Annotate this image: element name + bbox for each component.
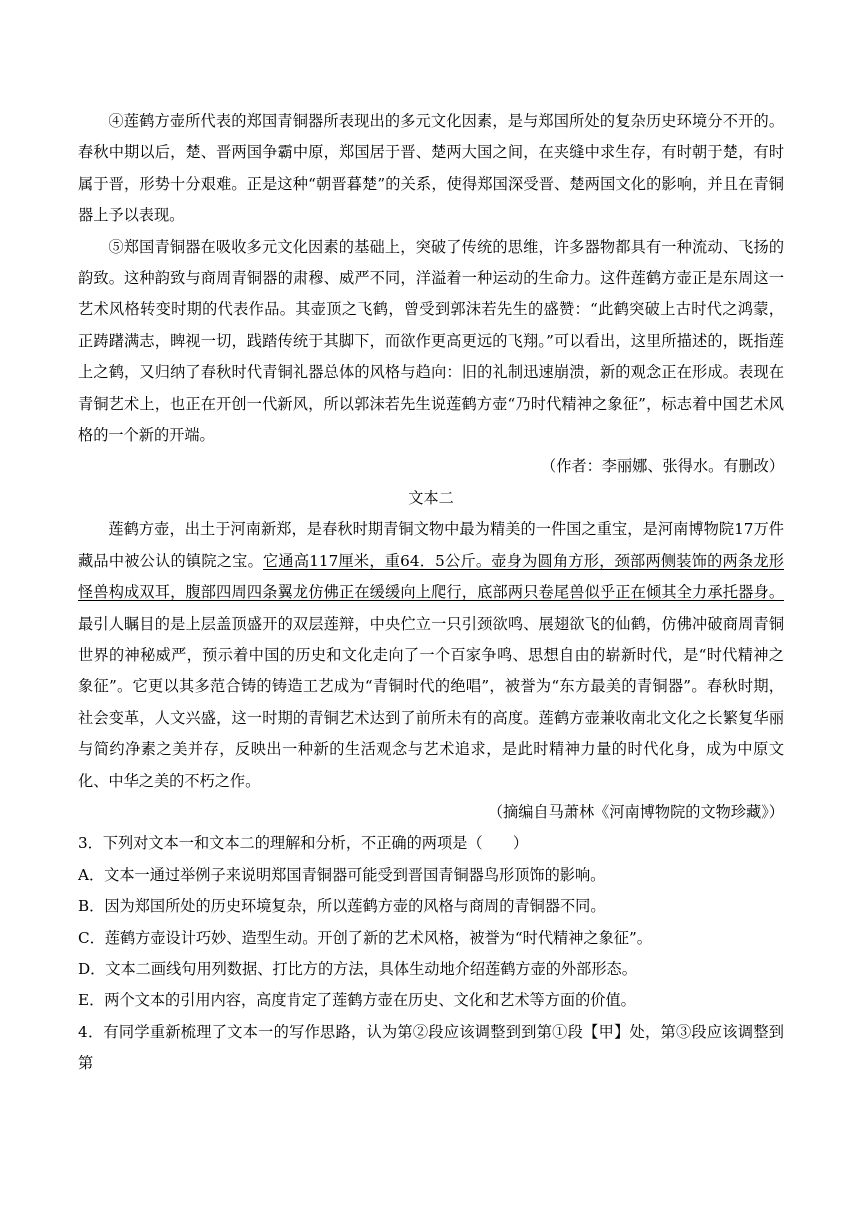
question-3-option-b: B．因为郑国所处的历史环境复杂，所以莲鹤方壶的风格与商周的青铜器不同。: [78, 897, 606, 916]
text1-credit: （作者：李丽娜、张得水。有删改）: [541, 457, 784, 476]
document-body: [78, 106, 784, 1080]
question-3-option-d: D．文本二画线句用列数据、打比方的方法，具体生动地介绍莲鹤方壶的外部形态。: [78, 959, 637, 978]
text2-paragraph: [78, 514, 784, 797]
text2-paragraph-intro: 莲鹤方壶，出土于河南新郑，是春秋时期青铜文物中最为精美的一件国之重宝，是河南博物院17万件藏品中被公认的镇院之宝。: [78, 520, 784, 570]
text2-credit: （摘编自马萧林《河南博物院的文物珍藏》）: [487, 802, 784, 821]
question-3-stem: 3．下列对文本一和文本二的理解和分析，不正确的两项是（ ）: [78, 834, 529, 853]
text2-title: 文本二: [408, 488, 454, 507]
question-3-option-c: C．莲鹤方壶设计巧妙、造型生动。开创了新的艺术风格，被誉为“时代精神之象征”。: [78, 928, 652, 947]
question-3-option-e: E．两个文本的引用内容，高度肯定了莲鹤方壶在历史、文化和艺术等方面的价值。: [78, 991, 636, 1010]
text1-paragraph-5: ⑤郑国青铜器在吸收多元文化因素的基础上，突破了传统的思维，许多器物都具有一种流动、飞扬的韵致。这种韵致与商周青铜器的肃穆、威严不同，洋溢着一种运动的生命力。这件莲鹤方壶正是东周这一艺术风格转变时期的代表作品。其壶顶之飞鹤，曾受到郭沫若先生的盛赞：“此鹤突破上古时代之鸿蒙，正踌躇满志，睥视一切，践踏传统于其脚下，而欲作更高更远的飞翔。”可以看出，这里所描述的，既指莲上之鹤，又归纳了春秋时代青铜礼器总体的风格与趋向：旧的礼制迅速崩溃，新的观念正在形成。表现在青铜艺术上，也正在开创一代新风，所以郭沫若先生说莲鹤方壶“乃时代精神之象征”，标志着中国艺术风格的一个新的开端。: [78, 237, 784, 445]
question-3-option-a: A．文本一通过举例子来说明郑国青铜器可能受到晋国青铜器鸟形顶饰的影响。: [78, 865, 606, 884]
question-4-stem: 4．有同学重新梳理了文本一的写作思路，认为第②段应该调整到到第①段【甲】处，第③段应该调整到第: [78, 1022, 784, 1073]
text2-paragraph-rest: 最引人瞩目的是上层盖顶盛开的双层莲辩，中央伫立一只引颈欲鸣、展翅欲飞的仙鹤，仿佛冲破商周青铜世界的神秘威严，预示着中国的历史和文化走向了一个百家争鸣、思想自由的崭新时代，是“时代精神之象征”。它更以其多范合铸的铸造工艺成为“青铜时代的绝唱”，被誉为“东方最美的青铜器”。春秋时期，社会变革，人文兴盛，这一时期的青铜艺术达到了前所未有的高度。莲鹤方壶兼收南北文化之长繁复华丽与简约净素之美并存，反映出一种新的生活观念与艺术追求，是此时精神力量的时代化身，成为中原文化、中华之美的不朽之作。: [78, 614, 784, 790]
text2-underlined-sentence: 它通高117厘米，重64．5公斤。壶身为圆角方形，颈部两侧装饰的两条龙形怪兽构成双耳，腹部四周四条翼龙仿佛正在缓缓向上爬行，底部两只卷尾兽似乎正在倾其全力承托器身。: [78, 551, 784, 602]
text1-paragraph-4: ④莲鹤方壶所代表的郑国青铜器所表现出的多元文化因素，是与郑国所处的复杂历史环境分不开的。春秋中期以后，楚、晋两国争霸中原，郑国居于晋、楚两大国之间，在夹缝中求生存，有时朝于楚，有时属于晋，形势十分艰难。正是这种“朝晋暮楚”的关系，使得郑国深受晋、楚两国文化的影响，并且在青铜器上予以表现。: [78, 112, 784, 225]
